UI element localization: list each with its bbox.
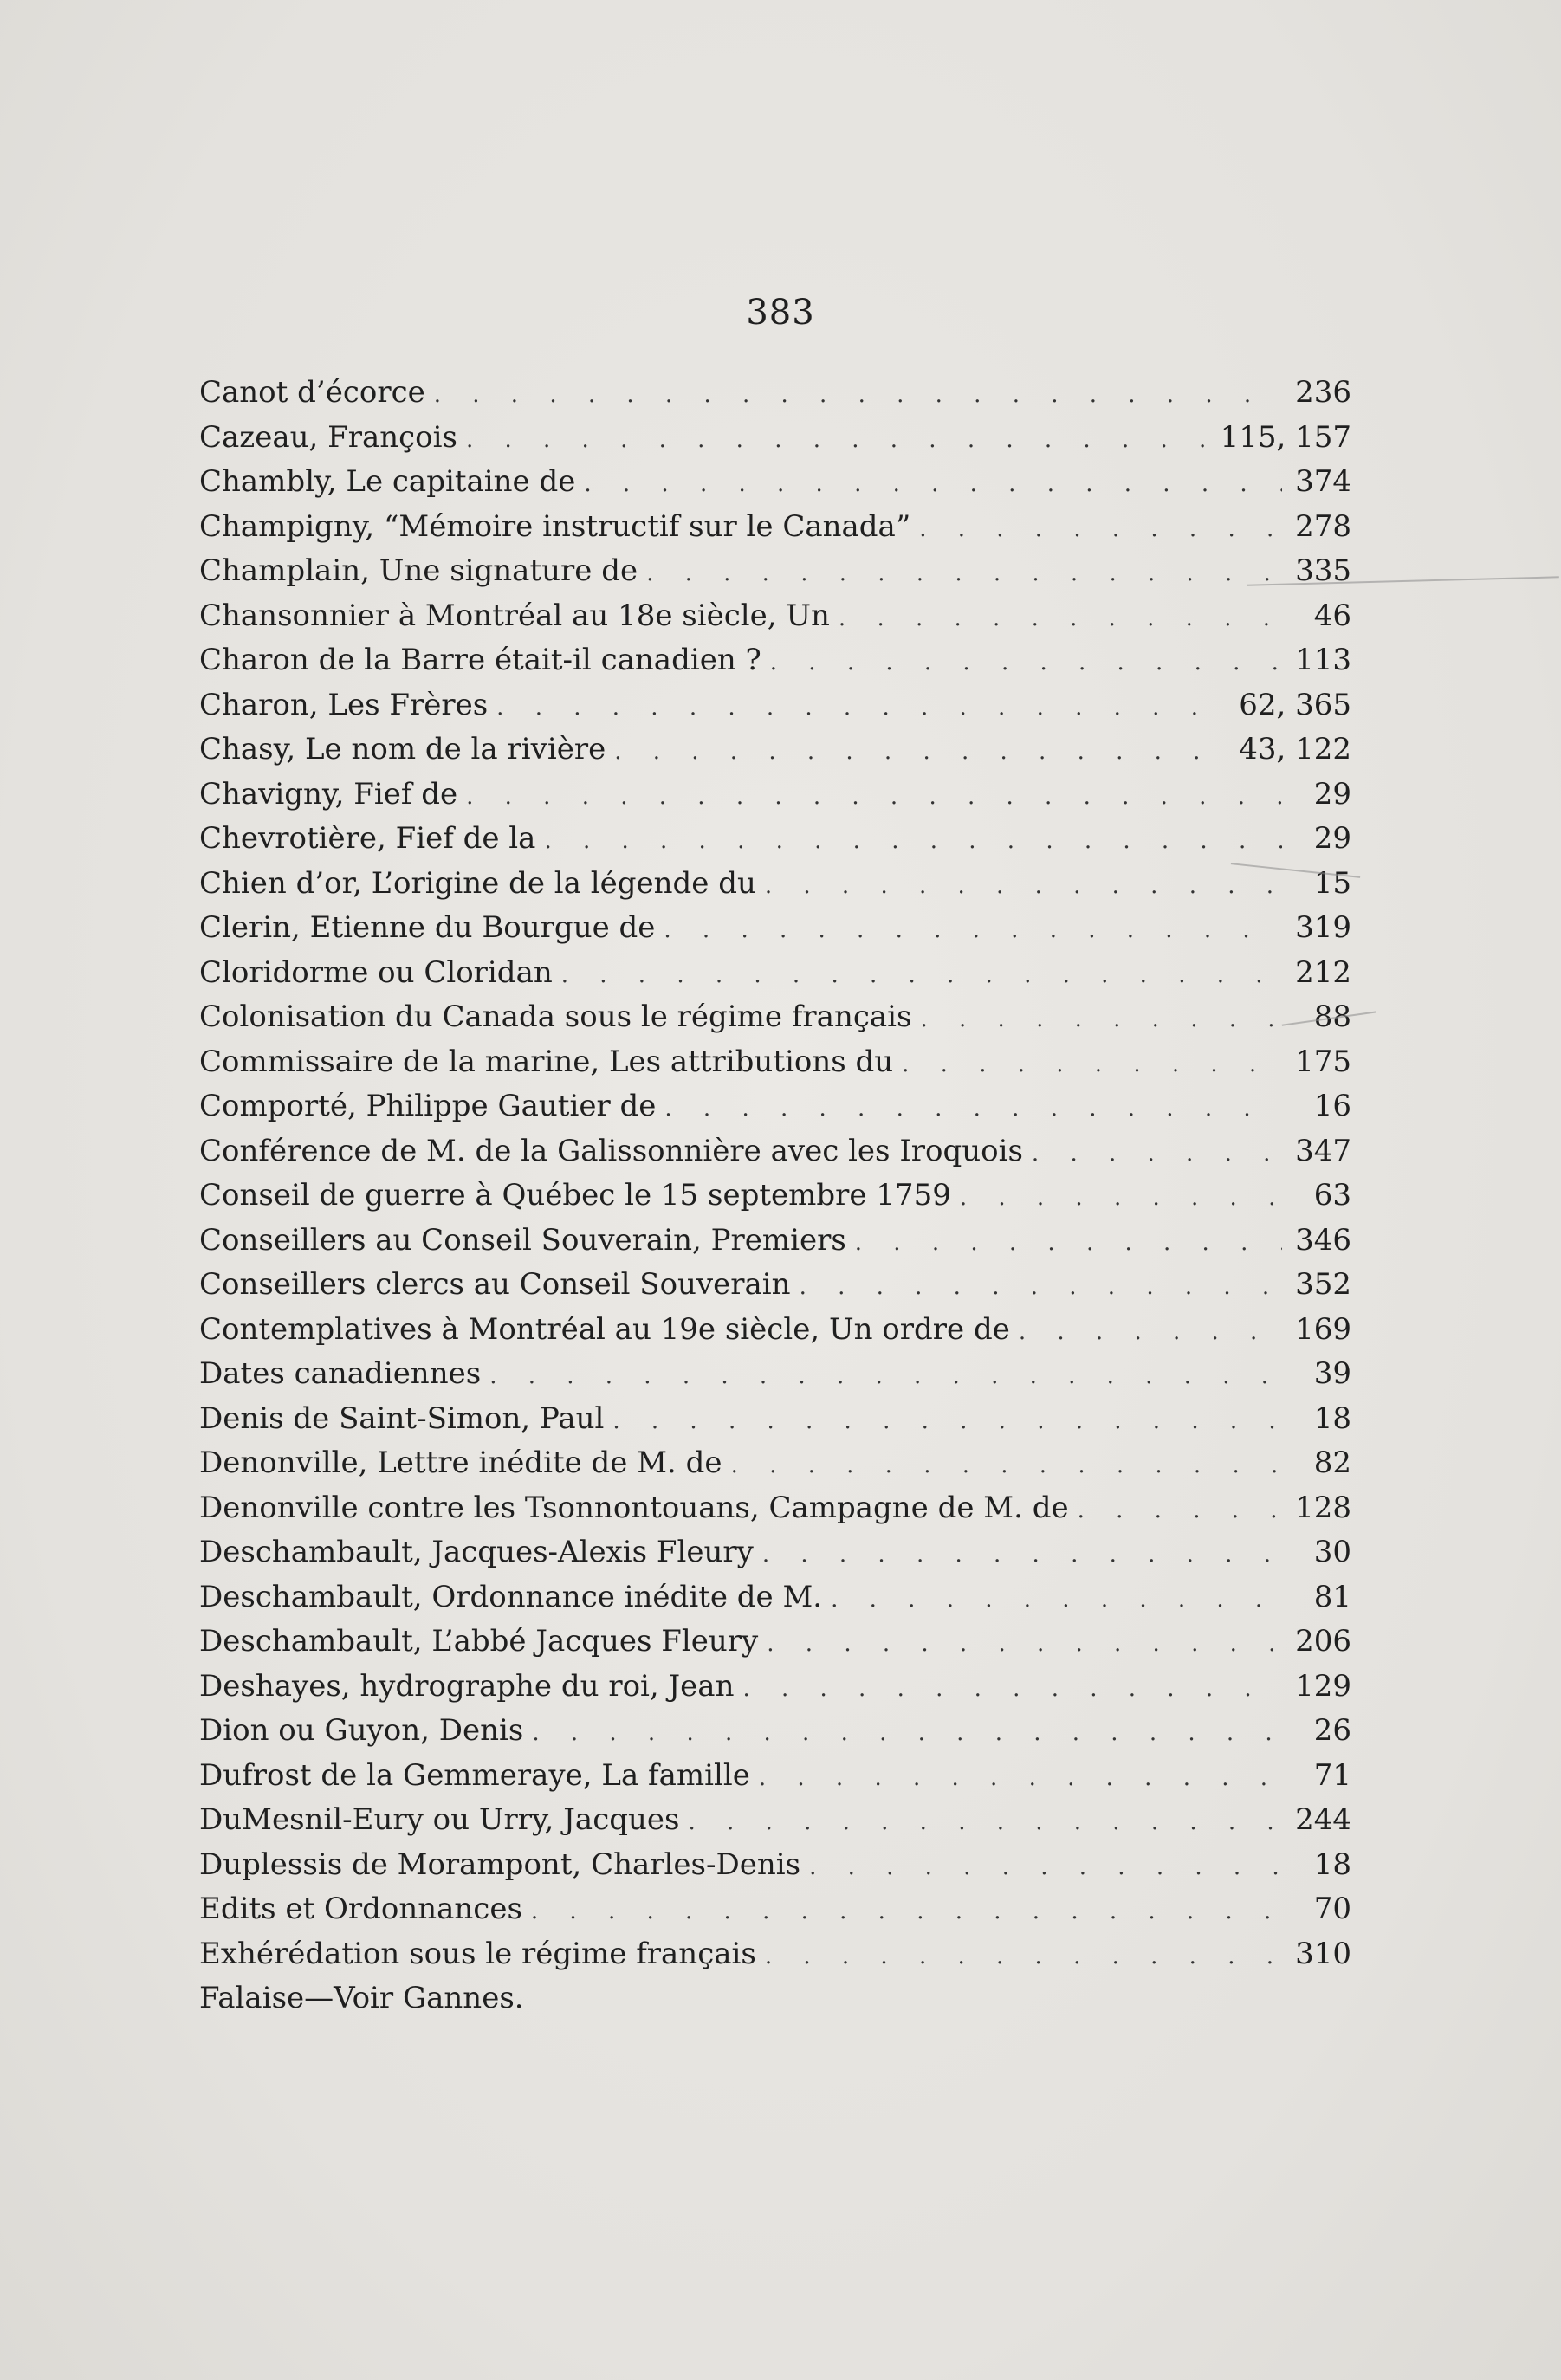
dot-leader — [919, 508, 1282, 553]
entry-pages: 236 — [1295, 375, 1351, 410]
dot-leader — [960, 1176, 1282, 1221]
dot-leader — [762, 1533, 1282, 1578]
dot-leader — [466, 775, 1282, 820]
dot-leader — [531, 1890, 1282, 1935]
dot-leader — [532, 1711, 1282, 1756]
index-entry — [199, 460, 1351, 505]
dot-leader — [742, 1667, 1282, 1712]
dot-leader — [664, 1087, 1282, 1132]
index-entry — [199, 371, 1351, 416]
entry-title: Charon, Les Frères — [199, 687, 489, 722]
entry-pages: 70 — [1313, 1892, 1351, 1926]
entry-title: Deshayes, hydrographe du roi, Jean — [199, 1668, 735, 1704]
index-list — [199, 371, 1351, 2021]
entry-title: Commissaire de la marine, Les attributions du — [199, 1044, 894, 1079]
dot-leader — [561, 954, 1282, 999]
entry-title: Duplessis de Morampont, Charles-Denis — [199, 1846, 801, 1882]
entry-pages: 319 — [1295, 910, 1351, 945]
dot-leader — [584, 462, 1282, 508]
dot-leader — [767, 1622, 1282, 1667]
index-entry — [199, 951, 1351, 996]
entry-title: Chansonnier à Montréal au 18e siècle, Un — [199, 598, 830, 633]
entry-title: Conférence de M. de la Galissonnière avec les Iroquois — [199, 1133, 1023, 1168]
entry-title: Denonville, Lettre inédite de M. de — [199, 1445, 722, 1480]
index-entry — [199, 862, 1351, 907]
index-entry — [199, 1709, 1351, 1754]
entry-pages: 346 — [1295, 1222, 1351, 1258]
entry-pages: 115, 157 — [1220, 419, 1351, 455]
index-entry — [199, 1976, 1351, 2021]
dot-leader — [434, 373, 1282, 418]
entry-title: Conseil de guerre à Québec le 15 septembre 1759 — [199, 1178, 951, 1213]
index-entry — [199, 773, 1351, 818]
dot-leader — [839, 597, 1282, 642]
entry-title: Chien d’or, L’origine de la légende du — [199, 865, 756, 901]
entry-title: Dufrost de la Gemmeraye, La famille — [199, 1757, 750, 1793]
entry-title: Colonisation du Canada sous le régime français — [199, 999, 912, 1034]
entry-title: Contemplatives à Montréal au 19e siècle, Un ordre de — [199, 1311, 1010, 1347]
entry-title: Canot d’écorce — [199, 375, 425, 410]
index-entry — [199, 1620, 1351, 1665]
dot-leader — [921, 998, 1283, 1043]
index-entry — [199, 1665, 1351, 1710]
index-entry — [199, 1129, 1351, 1174]
index-entry — [199, 817, 1351, 862]
index-entry — [199, 594, 1351, 639]
entry-title: Chasy, Le nom de la rivière — [199, 732, 606, 766]
index-entry — [199, 683, 1351, 728]
entry-pages: 278 — [1295, 508, 1351, 544]
entry-pages: 129 — [1295, 1668, 1351, 1704]
entry-pages: 169 — [1295, 1311, 1351, 1347]
entry-title: Cazeau, François — [199, 419, 457, 455]
dot-leader — [800, 1265, 1282, 1310]
entry-pages: 15 — [1313, 865, 1351, 901]
entry-pages: 63 — [1313, 1178, 1351, 1213]
entry-pages: 62, 365 — [1239, 687, 1351, 722]
entry-title: Falaise—Voir Gannes. — [199, 1981, 524, 2015]
index-entry — [199, 1441, 1351, 1486]
entry-pages: 29 — [1313, 821, 1351, 856]
index-entry — [199, 1352, 1351, 1397]
dot-leader — [759, 1756, 1282, 1801]
index-entry — [199, 1084, 1351, 1129]
entry-title: Chambly, Le capitaine de — [199, 464, 576, 499]
entry-title: Conseillers au Conseil Souverain, Premiers — [199, 1222, 846, 1258]
index-entry — [199, 549, 1351, 594]
index-entry — [199, 1308, 1351, 1353]
index-entry — [199, 728, 1351, 773]
entry-title: Dion ou Guyon, Denis — [199, 1713, 524, 1748]
index-entry — [199, 906, 1351, 951]
entry-title: Charon de la Barre était-il canadien ? — [199, 643, 761, 677]
entry-pages: 71 — [1313, 1757, 1351, 1793]
index-entry — [199, 505, 1351, 550]
index-entry — [199, 638, 1351, 683]
index-entry — [199, 1397, 1351, 1442]
entry-pages: 29 — [1313, 776, 1351, 812]
entry-pages: 18 — [1313, 1846, 1351, 1882]
index-entry — [199, 1887, 1351, 1932]
entry-pages: 88 — [1313, 999, 1351, 1034]
entry-pages: 335 — [1295, 553, 1351, 588]
dot-leader — [809, 1846, 1282, 1891]
dot-leader — [664, 909, 1282, 954]
entry-pages: 310 — [1295, 1936, 1351, 1971]
index-entry — [199, 1486, 1351, 1531]
index-entry — [199, 1263, 1351, 1308]
index-entry — [199, 1843, 1351, 1888]
entry-title: Cloridorme ou Cloridan — [199, 954, 553, 990]
entry-pages: 352 — [1295, 1267, 1351, 1302]
dot-leader — [614, 730, 1230, 775]
entry-pages: 347 — [1295, 1133, 1351, 1168]
entry-title: Denis de Saint-Simon, Paul — [199, 1400, 605, 1436]
index-entry — [199, 1040, 1351, 1085]
entry-title: Deschambault, Ordonnance inédite de M. — [199, 1579, 823, 1614]
entry-pages: 43, 122 — [1239, 732, 1351, 766]
dot-leader — [688, 1801, 1282, 1846]
entry-title: DuMesnil-Eury ou Urry, Jacques — [199, 1802, 680, 1837]
entry-title: Clerin, Etienne du Bourgue de — [199, 910, 656, 945]
entry-pages: 175 — [1295, 1044, 1351, 1079]
dot-leader — [612, 1400, 1282, 1445]
dot-leader — [765, 1935, 1282, 1980]
dot-leader — [544, 819, 1282, 864]
dot-leader — [646, 552, 1282, 597]
entry-title: Chavigny, Fief de — [199, 776, 458, 812]
dot-leader — [1032, 1132, 1282, 1177]
index-entry — [199, 1754, 1351, 1799]
entry-title: Denonville contre les Tsonnontouans, Campagne de M. de — [199, 1490, 1069, 1525]
entry-pages: 30 — [1313, 1535, 1351, 1569]
entry-pages: 374 — [1295, 464, 1351, 499]
entry-title: Deschambault, Jacques-Alexis Fleury — [199, 1535, 754, 1569]
entry-pages: 128 — [1295, 1490, 1351, 1525]
dot-leader — [731, 1444, 1282, 1489]
index-entry — [199, 1219, 1351, 1264]
dot-leader — [466, 418, 1212, 463]
entry-title: Champigny, “Mémoire instructif sur le Canada” — [199, 508, 911, 544]
entry-title: Chevrotière, Fief de la — [199, 821, 536, 856]
page-number: 383 — [746, 293, 815, 333]
entry-pages: 212 — [1295, 954, 1351, 990]
dot-leader — [496, 686, 1230, 731]
entry-title: Exhérédation sous le régime français — [199, 1936, 756, 1971]
dot-leader — [1019, 1310, 1282, 1355]
dot-leader — [831, 1578, 1282, 1623]
dot-leader — [770, 641, 1282, 686]
dot-leader — [902, 1043, 1282, 1088]
index-entry — [199, 416, 1351, 461]
index-entry — [199, 1932, 1351, 1977]
index-entry — [199, 1530, 1351, 1575]
entry-pages: 26 — [1313, 1713, 1351, 1748]
entry-title: Conseillers clercs au Conseil Souverain — [199, 1267, 791, 1302]
index-entry — [199, 1798, 1351, 1843]
entry-pages: 39 — [1313, 1356, 1351, 1391]
entry-pages: 46 — [1313, 598, 1351, 633]
dot-leader — [855, 1221, 1282, 1266]
dot-leader — [1078, 1489, 1282, 1534]
index-entry — [199, 1575, 1351, 1620]
index-entry — [199, 995, 1351, 1040]
entry-title: Deschambault, L’abbé Jacques Fleury — [199, 1624, 759, 1659]
entry-pages: 81 — [1313, 1579, 1351, 1614]
entry-title: Edits et Ordonnances — [199, 1892, 522, 1926]
index-entry — [199, 1174, 1351, 1219]
entry-title: Dates canadiennes — [199, 1356, 482, 1391]
entry-pages: 18 — [1313, 1400, 1351, 1436]
entry-pages: 113 — [1295, 643, 1351, 677]
entry-pages: 206 — [1295, 1624, 1351, 1659]
dot-leader — [765, 864, 1282, 909]
entry-pages: 82 — [1313, 1445, 1351, 1480]
entry-pages: 244 — [1295, 1802, 1351, 1837]
entry-title: Champlain, Une signature de — [199, 553, 638, 588]
entry-pages: 16 — [1313, 1089, 1351, 1123]
entry-title: Comporté, Philippe Gautier de — [199, 1089, 657, 1123]
dot-leader — [489, 1355, 1282, 1400]
